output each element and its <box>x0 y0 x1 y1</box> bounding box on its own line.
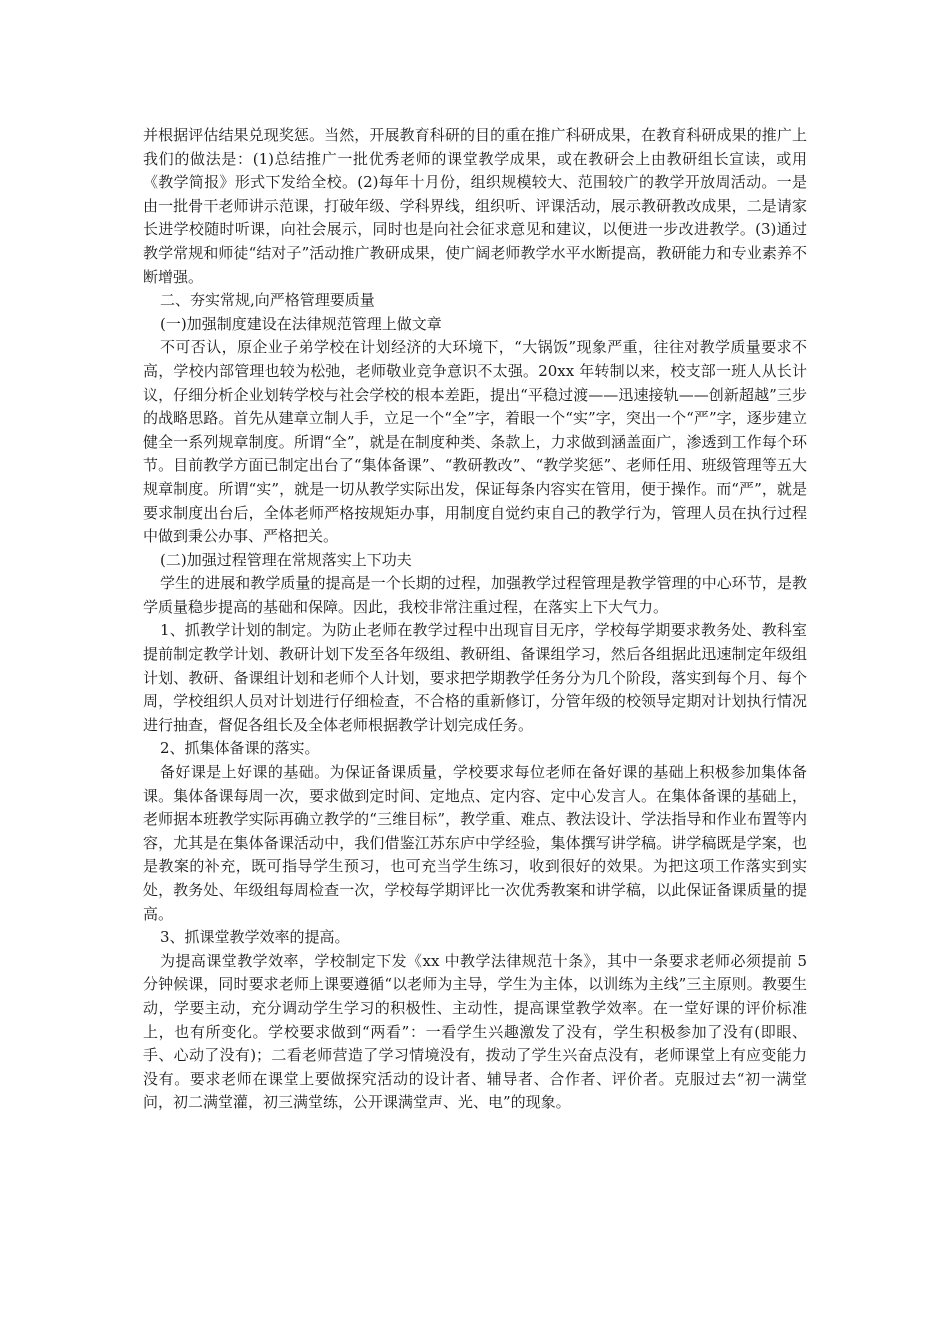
paragraph-class-efficiency: 为提高课堂教学效率，学校制定下发《xx 中教学法律规范十条》，其中一条要求老师必须提前 5 分钟候课，同时要求老师上课要遵循“以老师为主导，学生为主体，以训练为主线”三主原则。教要生动，学要主动，充分调动学生学习的积极性、主动性，提高课堂教学效率。在一堂好课的评价标准上，也有所变化。学校要求做到“两看”：一看学生兴趣激发了没有，学生积极参加了没有(即眼、手、心动了没有)；二看老师营造了学习情境没有，拨动了学生兴奋点没有，老师课堂上有应变能力没有。要求老师在课堂上要做探究活动的设计者、辅导者、合作者、评价者。克服过去“初一满堂问，初二满堂灌，初三满堂练，公开课满堂声、光、电”的现象。 <box>143 951 807 1112</box>
paragraph-teaching-plan: 1、抓教学计划的制定。为防止老师在教学过程中出现盲目无序，学校每学期要求教务处、教科室提前制定教学计划、教研计划下发至各年级组、教研组、备课组学习，然后各组据此迅速制定年级组计划、教研、备课组计划和老师个人计划，要求把学期教学任务分为几个阶段，落实到每个月、每个周，学校组织人员对计划进行仔细检查，不合格的重新修订，分管年级的校领导定期对计划执行情况进行抽查，督促各组长及全体老师根据教学计划完成任务。 <box>143 621 807 734</box>
subsection-heading-two: (二)加强过程管理在常规落实上下功夫 <box>160 550 412 569</box>
paragraph-rules-system: 不可否认，原企业子弟学校在计划经济的大环境下，“大锅饭”现象严重，往往对教学质量要求不高，学校内部管理也较为松弛，老师敬业竞争意识不太强。20xx 年转制以来，校支部一班人从长计议，仔细分析企业划转学校与社会学校的根本差距，提出“平稳过渡——迅速接轨——创新超越”三步的战略思路。首先从建章立制人手，立足一个“全”字，着眼一个“实”字，突出一个“严”字，逐步建立健全一系列规章制度。所谓“全”，就是在制度种类、条款上，力求做到涵盖面广，渗透到工作每个环节。目前教学方面已制定出台了“集体备课”、“教研教改”、“教学奖惩”、老师任用、班级管理等五大规章制度。所谓“实”，就是一切从教学实际出发，保证每条内容实在管用，便于操作。而“严”，就是要求制度出台后，全体老师严格按规矩办事，用制度自觉约束自己的教学行为，管理人员在执行过程中做到秉公办事、严格把关。 <box>143 338 807 546</box>
subsection-heading-one: (一)加强制度建设在法律规范管理上做文章 <box>160 314 442 333</box>
paragraph-evaluation-rewards: 并根据评估结果兑现奖惩。当然，开展教育科研的目的重在推广科研成果，在教育科研成果的推广上我们的做法是：(1)总结推广一批优秀老师的课堂教学成果，或在教研会上由教研组长宣读，或用《教学简报》形式下发给全校。(2)每年十月份，组织规模较大、范围较广的教学开放周活动。一是由一批骨干老师讲示范课，打破年级、学科界线，组织听、评课活动，展示教研教改成果，二是请家长进学校随时听课，向社会展示，同时也是向社会征求意见和建议，以便进一步改进教学。(3)通过教学常规和师徒“结对子”活动推广教研成果，使广阔老师教学水平水断提高，教研能力和专业素养不断增强。 <box>143 126 807 286</box>
document-page <box>143 124 807 1115</box>
item-heading-class-efficiency: 3、抓课堂教学效率的提高。 <box>160 928 350 947</box>
paragraph-process-management: 学生的进展和教学质量的提高是一个长期的过程，加强教学过程管理是教学管理的中心环节，是教学质量稳步提高的基础和保障。因此，我校非常注重过程，在落实上下大气力。 <box>143 574 807 616</box>
paragraph-collective-prep: 备好课是上好课的基础。为保证备课质量，学校要求每位老师在备好课的基础上积极参加集体备课。集体备课每周一次，要求做到定时间、定地点、定内容、定中心发言人。在集体备课的基础上，老师据本班教学实际再确立教学的“三维目标”，教学重、难点、教法设计、学法指导和作业布置等内容，尤其是在集体备课活动中，我们借鉴江苏东庐中学经验，集体撰写讲学稿。讲学稿既是学案，也是教案的补充，既可指导学生预习，也可充当学生练习，收到很好的效果。为把这项工作落实到实处，教务处、年级组每周检查一次，学校每学期评比一次优秀教案和讲学稿，以此保证备课质量的提高。 <box>143 763 807 923</box>
item-heading-collective-prep: 2、抓集体备课的落实。 <box>160 739 320 758</box>
section-heading-two: 二、夯实常规,向严格管理要质量 <box>160 291 375 310</box>
